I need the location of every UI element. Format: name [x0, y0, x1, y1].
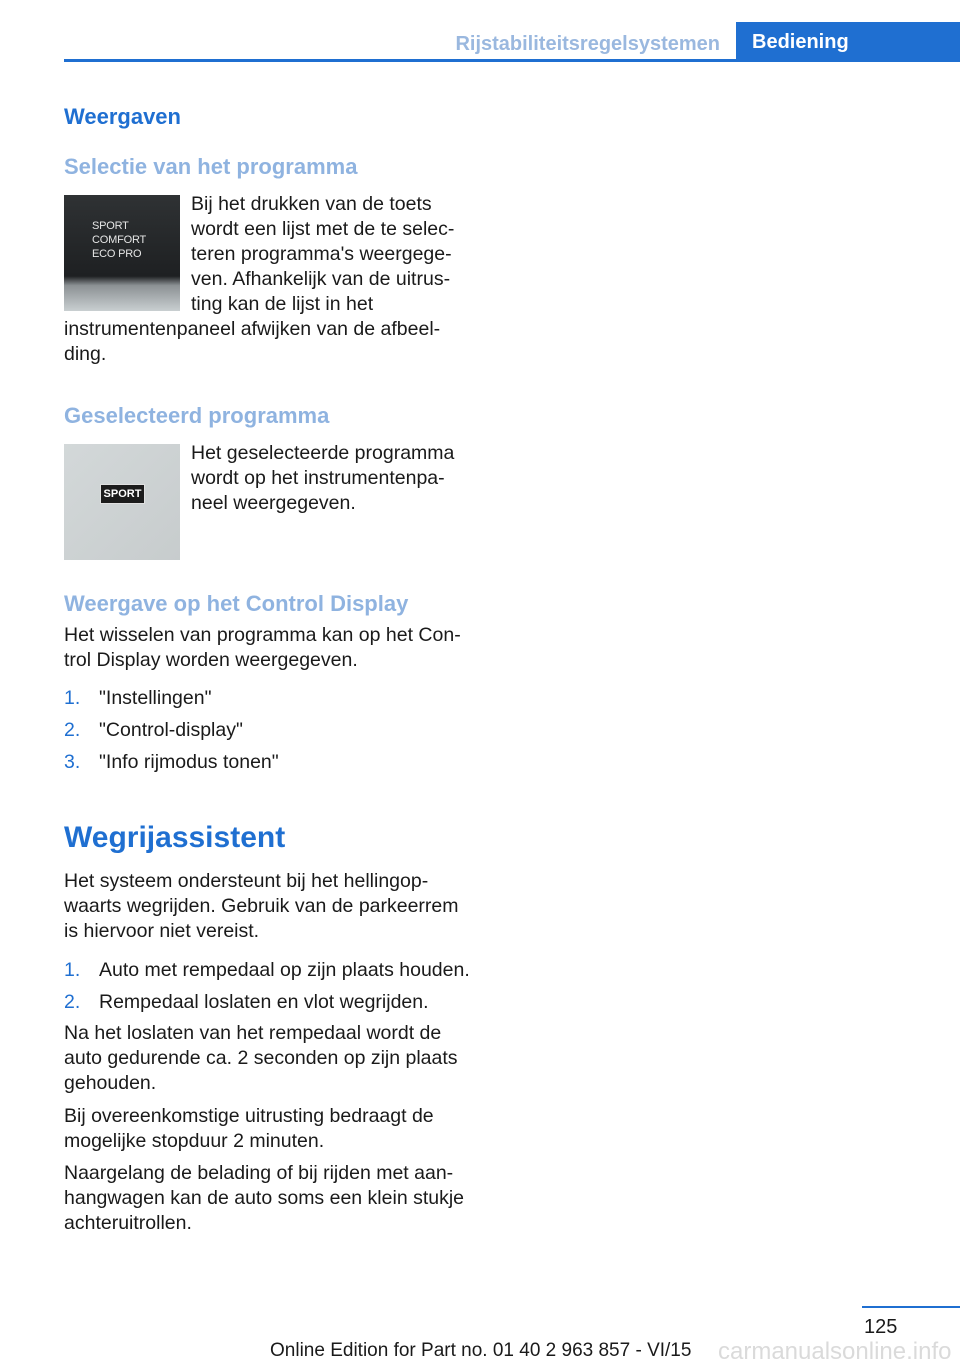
- program-list-line: SPORT: [92, 220, 129, 232]
- heading-geselecteerd: Geselecteerd programma: [64, 403, 330, 428]
- wegrij-paragraph: Naargelang de belading of bij rijden met aan‐ hangwagen kan de auto soms een klein stukje achteruitrollen.: [64, 1162, 465, 1234]
- header-chapter-tab: Bediening: [736, 22, 960, 62]
- footer-rule: [862, 1306, 960, 1308]
- selected-program-image: [64, 444, 180, 560]
- list-text: Auto met rempedaal op zijn plaats houden.: [99, 959, 470, 981]
- selectie-paragraph-full: instrumentenpaneel afwijken van de afbeel‐ ding.: [64, 318, 441, 365]
- control-paragraph: Het wisselen van programma kan op het Con‐ trol Display worden weergegeven.: [64, 624, 461, 671]
- program-list-lines: [92, 219, 146, 261]
- heading-control-display: Weergave op het Control Display: [64, 591, 409, 616]
- list-number: 2.: [64, 991, 81, 1013]
- list-number: 3.: [64, 751, 81, 773]
- list-text: "Instellingen": [99, 687, 212, 709]
- wegrij-intro: Het systeem ondersteunt bij het hellingop‐ waarts wegrijden. Gebruik van de parkeerrem is hiervoor niet vereist.: [64, 870, 459, 942]
- list-text: "Info rijmodus tonen": [99, 751, 279, 773]
- list-number: 2.: [64, 719, 81, 741]
- wegrij-paragraph: Bij overeenkomstige uitrusting bedraagt de mogelijke stopduur 2 minuten.: [64, 1105, 434, 1152]
- edition-text: Online Edition for Part no. 01 40 2 963 857 - VI/15: [270, 1340, 692, 1361]
- wegrij-paragraph: Na het loslaten van het rempedaal wordt de auto gedurende ca. 2 seconden op zijn plaats gehouden.: [64, 1022, 458, 1094]
- header-rule: [64, 59, 960, 62]
- heading-selectie: Selectie van het programma: [64, 154, 358, 179]
- page-number: 125: [864, 1316, 898, 1338]
- list-text: Rempedaal loslaten en vlot wegrijden.: [99, 991, 429, 1013]
- list-text: "Control-display": [99, 719, 243, 741]
- list-number: 1.: [64, 687, 81, 709]
- geselecteerd-paragraph: Het geselecteerde programma wordt op het instrumentenpa‐ neel weergegeven.: [191, 442, 455, 514]
- list-number: 1.: [64, 959, 81, 981]
- sport-badge: SPORT: [100, 484, 145, 504]
- program-list-image: [64, 195, 180, 311]
- selectie-paragraph-right: Bij het drukken van de toets wordt een lijst met de te selec‐ teren programma's weergege‐ ven. Afhankelijk van de uitrus‐ ting kan de lijst in het: [191, 193, 455, 315]
- program-list-line: ECO PRO: [92, 248, 142, 260]
- header-section-title: Rijstabiliteitsregelsystemen: [455, 33, 720, 55]
- heading-weergaven: Weergaven: [64, 104, 181, 129]
- watermark: carmanualsonline.info: [718, 1338, 952, 1365]
- heading-wegrijassistent: Wegrijassistent: [64, 821, 286, 854]
- program-list-line: COMFORT: [92, 234, 147, 246]
